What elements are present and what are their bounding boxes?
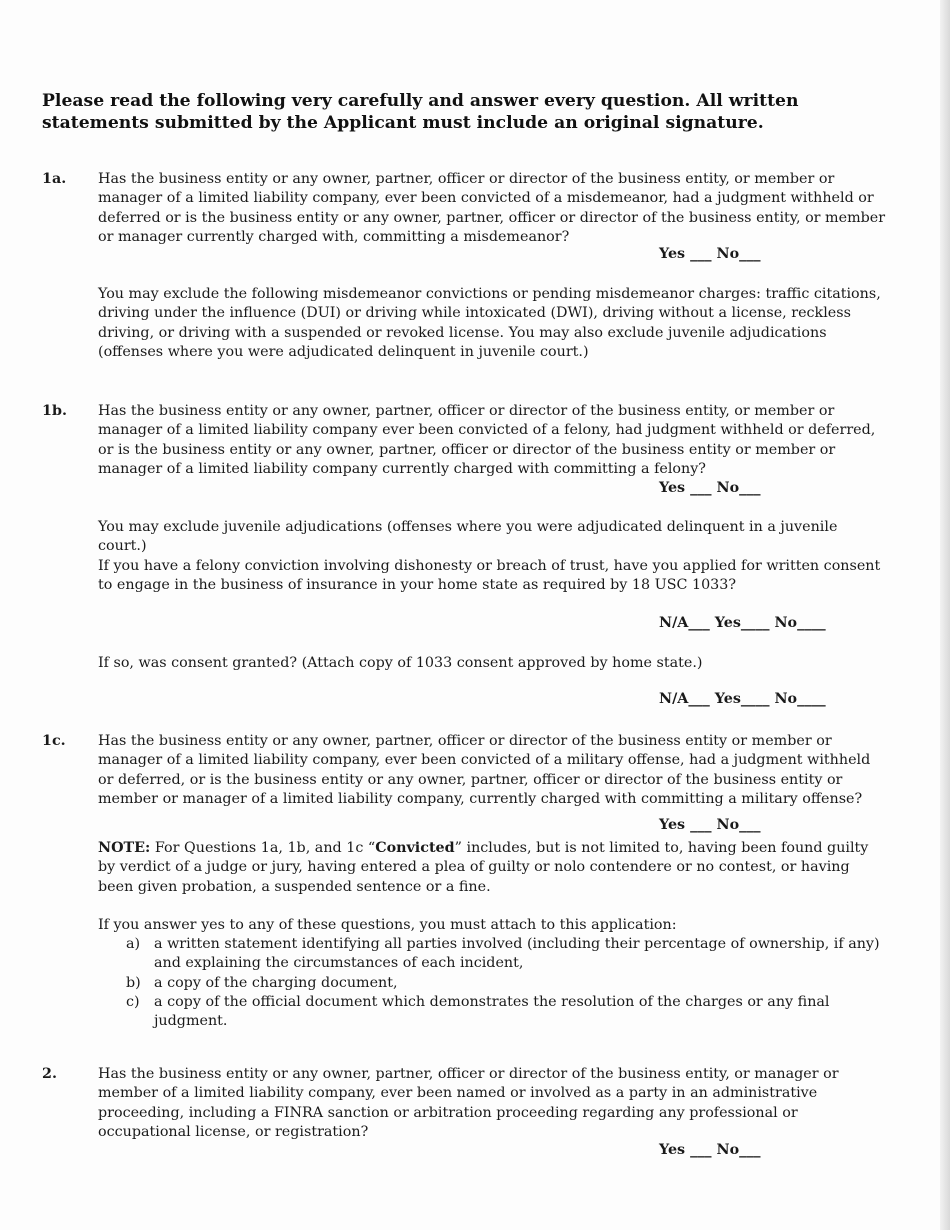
list-item (98, 935, 888, 974)
list-item-label: c) (126, 993, 140, 1010)
question-number: 1c. (42, 733, 66, 749)
answer-consent-granted[interactable]: N/A___ Yes____ No____ (659, 691, 826, 707)
instructions-heading: Please read the following very carefully and answer every question. All written statements submitted by the Applicant must include an original signature. (42, 91, 799, 133)
note-label: NOTE: (98, 840, 151, 856)
list-item-label: a) (126, 936, 141, 952)
list-item (98, 974, 888, 993)
consent-question: If you have a felony conviction involving dishonesty or breach of trust, have you applied for written consent to engage in the business of insurance in your home state as required by 18 USC 1033? (98, 558, 881, 594)
list-item (98, 993, 888, 1032)
answer-yes-no-1c[interactable]: Yes ___ No___ (659, 817, 761, 833)
answer-yes-no-1b[interactable]: Yes ___ No___ (659, 480, 761, 496)
list-item-text: a written statement identifying all parties involved (including their percentage of ownership, if any) and explaining the circumstances of each incident, (154, 936, 880, 972)
question-1c (42, 732, 887, 809)
question-number: 1b. (42, 403, 67, 419)
answer-yes-no-1a[interactable]: Yes ___ No___ (659, 246, 761, 262)
question-text: Has the business entity or any owner, partner, officer or director of the business entity, or member or manager of a limited liability company ever been convicted of a felony, had judgment withheld or deferred, or is the business entity or any owner, partner, officer or director of the business entity or member or manager of a limited liability company currently charged with committing a felony? (98, 403, 876, 477)
question-number: 2. (42, 1066, 57, 1082)
consent-granted-question: If so, was consent granted? (Attach copy of 1033 consent approved by home state.) (98, 655, 703, 671)
question-1b (42, 402, 887, 479)
list-item-text: a copy of the official document which demonstrates the resolution of the charges or any final judgment. (154, 993, 830, 1030)
question-2 (42, 1065, 887, 1142)
question-text: Has the business entity or any owner, partner, officer or director of the business entity, or manager or member of a limited liability company, ever been named or involved as a party in an administrative proceeding, including a FINRA sanction or arbitration proceeding regarding any professional or occupational license, or registration? (98, 1066, 839, 1140)
list-item-label: b) (126, 974, 141, 991)
exclusion-note-1a: You may exclude the following misdemeanor convictions or pending misdemeanor charges: traffic citations, driving under the influence (DUI) or driving while intoxicated (DWI), driving without a license, reckless driving, or driving with a suspended or revoked license. You may also exclude juvenile adjudications (offenses where you were adjudicated delinquent in juvenile court.) (98, 286, 881, 360)
question-text: Has the business entity or any owner, partner, officer or director of the business entity, or member or manager of a limited liability company, ever been convicted of a misdemeanor, had a judgment withheld or deferred or is the business entity or any owner, partner, officer or director of the business entity, or member or manager currently charged with, committing a misdemeanor? (98, 171, 886, 245)
answer-consent-applied[interactable]: N/A___ Yes____ No____ (659, 615, 826, 631)
question-number: 1a. (42, 171, 67, 187)
question-text: Has the business entity or any owner, partner, officer or director of the business entity or member or manager of a limited liability company, ever been convicted of a military offense, had a judgment withheld or deferred, or is the business entity or any owner, partner, officer or director of the business entity or member or manager of a limited liability company, currently charged with committing a military offense? (98, 733, 871, 807)
attach-intro: If you answer yes to any of these questions, you must attach to this application: (98, 917, 677, 933)
exclusion-note-1b: You may exclude juvenile adjudications (offenses where you were adjudicated delinquent in a juvenile court.) (98, 519, 838, 555)
note-convicted-term: Convicted (375, 840, 455, 856)
note-text-post: ” includes, but is not limited to, having been found guilty by verdict of a judge or jury, having entered a plea of guilty or nolo contendere or no contest, or having been given probation, a suspended sentence or a fine. (98, 840, 869, 895)
convicted-note (98, 839, 888, 897)
answer-yes-no-2[interactable]: Yes ___ No___ (659, 1142, 761, 1158)
question-1a (42, 170, 887, 247)
list-item-text: a copy of the charging document, (154, 974, 398, 991)
attachment-list (98, 935, 888, 1031)
note-text-pre: For Questions 1a, 1b, and 1c “ (150, 840, 376, 856)
page-edge-shadow (940, 0, 950, 1230)
